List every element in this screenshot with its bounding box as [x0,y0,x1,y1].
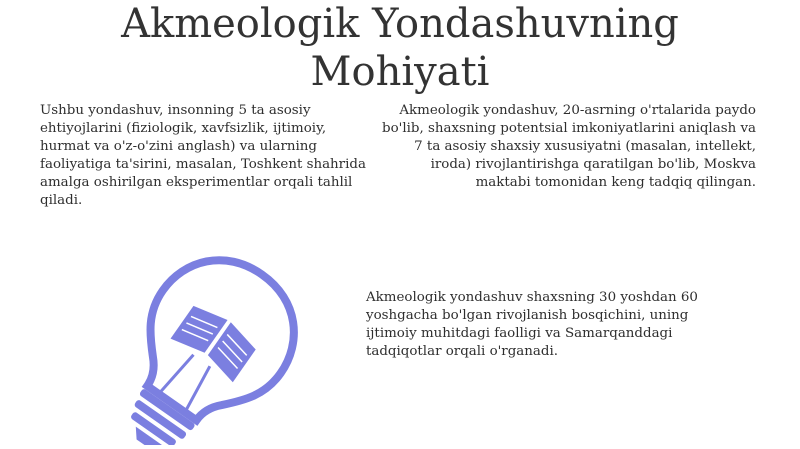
title-line-2: Mohiyati [310,49,490,95]
title-line-1: Akmeologik Yondashuvning [121,1,679,47]
lightbulb-book-icon [96,255,316,445]
paragraph-left: Ushbu yondashuv, insonning 5 ta asosiy ehtiyojlarini (fiziologik, xavfsizlik, ijtimoiy, hurmat va o'z-o'zini anglash) va ularning faoliyatiga ta'sirini, masalan, Toshkent shahrida amalga oshirilgan eksperimentlar orqali tahlil qiladi. [40,103,366,208]
paragraph-right: Akmeologik yondashuv, 20-asrning o'rtalarida paydo bo'lib, shaxsning potentsial imkoniyatlarini aniqlash va 7 ta asosiy shaxsiy xususiyatni (masalan, intellekt, iroda) rivojlantirishga qaratilgan bo'lib, Moskva maktabi tomonidan keng tadqiq qilingan. [382,103,756,190]
paragraph-bottom: Akmeologik yondashuv shaxsning 30 yoshdan 60 yoshgacha bo'lgan rivojlanish bosqichini, uning ijtimoiy muhitdagi faolligi va Samarqanddagi tadqiqotlar orqali o'rganadi. [366,290,698,359]
slide-title [0,0,800,96]
